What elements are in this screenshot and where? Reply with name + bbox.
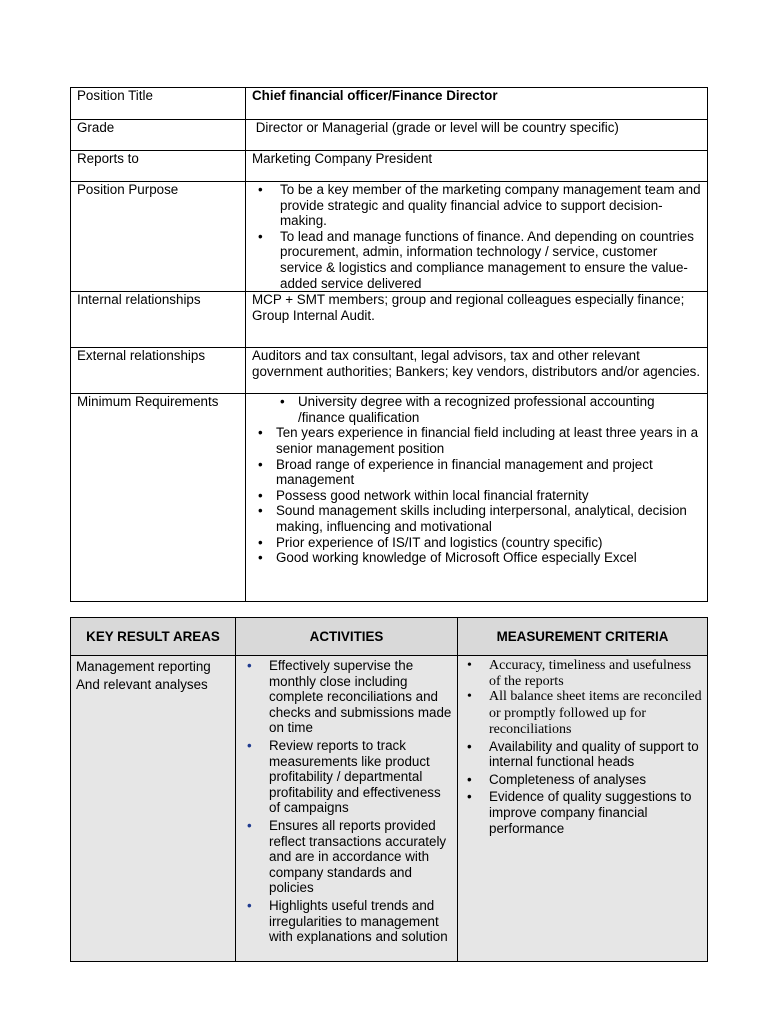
internal-relationships-value: MCP + SMT members; group and regional colleagues especially finance; Group Internal Audit. <box>246 292 708 348</box>
minimum-requirements-label: Minimum Requirements <box>71 394 246 602</box>
row-external-relationships <box>71 348 708 394</box>
row-internal-relationships <box>71 292 708 348</box>
position-purpose-label: Position Purpose <box>71 182 246 292</box>
list-item: • Accuracy, timeliness and usefulness of the reports <box>467 658 692 689</box>
row-minimum-requirements <box>71 394 708 602</box>
grade-value: Director or Managerial (grade or level will be country specific) <box>246 120 708 151</box>
list-item: • All balance sheet items are reconciled or promptly followed up for reconciliations <box>467 689 702 738</box>
bullet-icon: • <box>258 550 263 566</box>
grade-label: Grade <box>71 120 246 151</box>
header-measurement-criteria: MEASUREMENT CRITERIA <box>458 618 708 656</box>
bullet-icon: • <box>280 394 285 410</box>
bullet-icon: • <box>258 534 263 550</box>
position-title-value: Chief financial officer/Finance Director <box>246 88 708 120</box>
area-line: Management reporting <box>76 659 211 674</box>
list-item: • University degree with a recognized professional accounting /finance qualification <box>280 394 655 425</box>
bullet-icon: • <box>258 487 263 503</box>
bullet-icon: • <box>467 658 472 673</box>
internal-relationships-label: Internal relationships <box>71 292 246 348</box>
row-position-purpose <box>71 182 708 292</box>
list-item: • To be a key member of the marketing company management team and provide strategic and quality financial advice to support decision-making. <box>258 182 701 229</box>
reports-to-label: Reports to <box>71 151 246 182</box>
bullet-icon: • <box>467 771 472 787</box>
bullet-icon: • <box>247 658 252 673</box>
list-item: • Review reports to track measurements like product profitability / departmental profitability and effectiveness of campaigns <box>247 737 441 816</box>
list-item: • Ten years experience in financial field including at least three years in a senior management position <box>258 425 699 456</box>
bullet-icon: • <box>247 817 252 833</box>
row-reports-to <box>71 151 708 182</box>
external-relationships-value: Auditors and tax consultant, legal advisors, tax and other relevant government authorities; Bankers; key vendors, distributors and/or agencies. <box>246 348 708 394</box>
key-result-areas-table <box>70 617 708 962</box>
position-details-table <box>70 87 708 602</box>
bullet-icon: • <box>258 456 263 472</box>
list-item: • Ensures all reports provided reflect transactions accurately and are in accordance with company standards and policies <box>247 817 447 896</box>
bullet-icon: • <box>247 737 252 753</box>
list-item: • Evidence of quality suggestions to improve company financial performance <box>467 789 692 836</box>
bullet-icon: • <box>258 425 263 441</box>
activities-cell <box>236 656 458 962</box>
list-item: • Broad range of experience in financial management and project management <box>258 456 653 488</box>
list-item: • Sound management skills including interpersonal, analytical, decision making, influencing and motivational <box>258 503 687 534</box>
list-item: • To lead and manage functions of finance. And depending on countries procurement, admin, information technology / service, customer service & logistics and compliance management to ensure the value- added service delivered <box>258 228 694 291</box>
minimum-requirements-value <box>246 394 708 602</box>
list-item: • Completeness of analyses <box>467 771 647 787</box>
bullet-icon: • <box>467 738 472 754</box>
header-key-result-areas: KEY RESULT AREAS <box>71 618 236 656</box>
kra-header-row <box>71 618 708 656</box>
bullet-icon: • <box>467 689 472 705</box>
list-item: • Good working knowledge of Microsoft Office especially Excel <box>258 550 637 566</box>
list-item: • Possess good network within local financial fraternity <box>258 487 589 503</box>
key-result-area-cell <box>71 656 236 962</box>
header-activities: ACTIVITIES <box>236 618 458 656</box>
list-item: • Effectively supervise the monthly close including complete reconciliations and checks and submissions made on time <box>247 658 452 736</box>
list-item: • Availability and quality of support to internal functional heads <box>467 738 699 770</box>
list-item: • Highlights useful trends and irregularities to management with explanations and solution <box>247 897 448 945</box>
bullet-icon: • <box>258 182 263 197</box>
bullet-icon: • <box>467 789 472 805</box>
measurement-criteria-cell <box>458 656 708 962</box>
area-line: And relevant analyses <box>76 677 208 692</box>
position-title-label: Position Title <box>71 88 246 120</box>
external-relationships-label: External relationships <box>71 348 246 394</box>
reports-to-value: Marketing Company President <box>246 151 708 182</box>
row-position-title <box>71 88 708 120</box>
row-grade <box>71 120 708 151</box>
bullet-icon: • <box>247 897 252 913</box>
position-purpose-value <box>246 182 708 292</box>
bullet-icon: • <box>258 228 263 244</box>
list-item: • Prior experience of IS/IT and logistics (country specific) <box>258 534 603 550</box>
kra-row <box>71 656 708 962</box>
bullet-icon: • <box>258 503 263 519</box>
